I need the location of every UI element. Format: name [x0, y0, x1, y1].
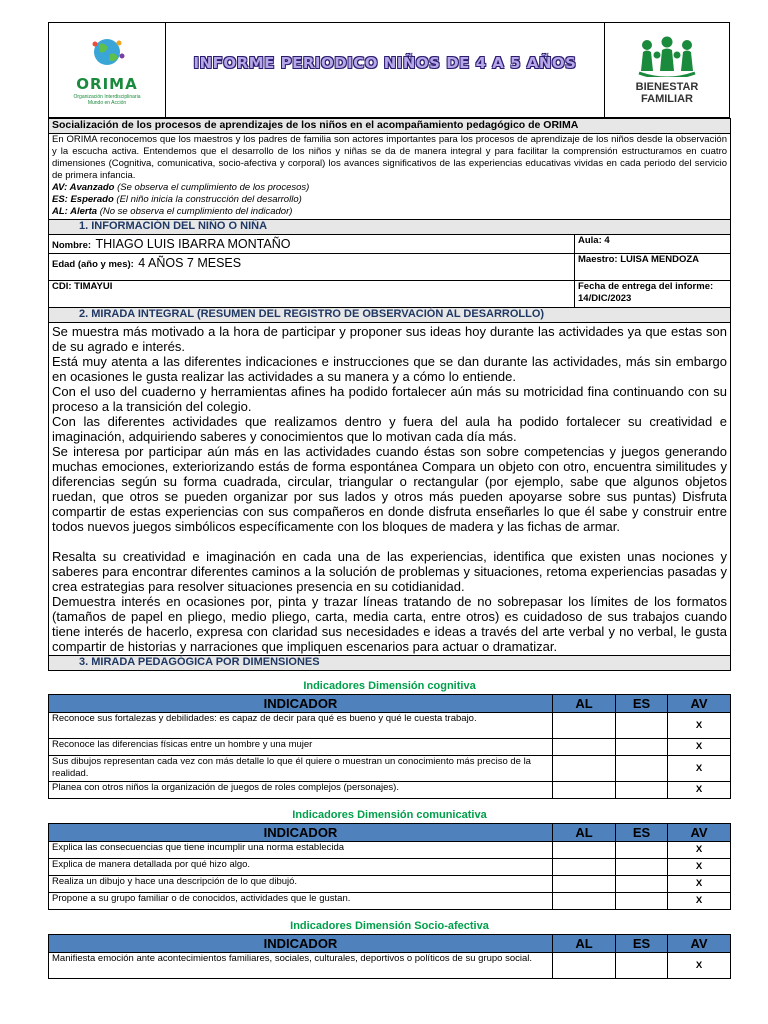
mark-es [616, 893, 668, 910]
mark-av: X [668, 859, 731, 876]
col-es: ES [616, 695, 668, 713]
report-header [48, 22, 730, 118]
dimension-title-cognitiva: Indicadores Dimensión cognitiva [303, 680, 476, 692]
col-al: AL [553, 824, 616, 842]
orima-logo-tagline: Organización Interdisciplinaria Mundo en Acción [73, 94, 141, 106]
indicator-row [49, 893, 731, 910]
narrative-paragraph: Con el uso del cuaderno y herramientas afines ha podido fortalecer aún más su motricidad fina continuando con su proceso a la transición del colegio. [52, 384, 728, 414]
bienestar-familiar-logo [605, 23, 730, 118]
mark-al [553, 953, 616, 979]
dimension-title-comunicativa: Indicadores Dimensión comunicativa [292, 809, 487, 821]
child-name-label: Nombre: [52, 240, 92, 251]
orima-logo-name: ORIMA [76, 75, 138, 93]
legend-al-code: AL: Alerta [52, 206, 98, 217]
child-age-label: Edad (año y mes): [52, 259, 134, 270]
intro-heading-cell [49, 119, 731, 134]
col-al: AL [553, 935, 616, 953]
mark-av: X [668, 756, 731, 782]
col-al: AL [553, 695, 616, 713]
dimension-title-socioafectiva: Indicadores Dimensión Socio-afectiva [290, 920, 489, 932]
mark-es [616, 756, 668, 782]
indicator-header-row [49, 824, 731, 842]
mark-al [553, 756, 616, 782]
mark-es [616, 739, 668, 756]
col-av: AV [668, 824, 731, 842]
indicator-text: Explica las consecuencias que tiene incumplir una norma establecida [49, 842, 553, 859]
indicator-text: Propone a su grupo familiar o de conocidos, actividades que le gustan. [49, 893, 553, 910]
child-age-cell [49, 254, 575, 281]
mark-es [616, 876, 668, 893]
legend-av-code: AV: Avanzado [52, 182, 115, 193]
mark-al [553, 893, 616, 910]
delivery-date: Fecha de entrega del informe: 14/DIC/2023 [575, 281, 731, 308]
narrative-paragraph: Demuestra interés en ocasiones por, pinta y trazar líneas tratando de no sobrepasar los límites de los formatos (tamaños de papel en pliego, medio pliego, carta, media carta, entre otros) es cuidadoso de sus trabajos cuando tiene interés de hacerlo, expresa con claridad sus necesidades e ideas a través del arte verbal y no verbal, le gusta compartir de historias y narraciones que impliquen escenarios para actuar o dramatizar. [52, 594, 728, 654]
mark-al [553, 739, 616, 756]
indicator-row [49, 713, 731, 739]
mark-es [616, 782, 668, 799]
teacher: Maestro: LUISA MENDOZA [575, 254, 731, 281]
report-body-table [48, 118, 731, 671]
legend-es-desc: (El niño inicia la construcción del desarrollo) [116, 194, 302, 205]
section2-title: 2. MIRADA INTEGRAL (RESUMEN DEL REGISTRO DE OBSERVACIÓN AL DESARROLLO) [49, 308, 731, 323]
legend-al [52, 206, 727, 218]
bienestar-logo-line1: BIENESTAR [635, 81, 699, 93]
family-icon [627, 35, 707, 77]
col-indicador: INDICADOR [49, 824, 553, 842]
indicator-text: Explica de manera detallada por qué hizo algo. [49, 859, 553, 876]
narrative-paragraph: Se interesa por participar aún más en las actividades cuando éstas son sobre competencias y juegos generando muchas emociones, exteriorizando estás de forma espontánea Compara un objeto con otro, encuentra similitudes y diferencias según su forma cuadrada, circular, triangular o rectangular (por ejemplo, sabe que algunos objetos ruedan, que otros se pueden organizar por sus lados y otros más pueden apoyarse sobre sus puntas) Disfruta compartir de estas experiencias con sus compañeros en donde disfruta enseñarles lo que él sabe y construir entre todos nuevos juegos simbólicos específicamente con los bloques de madera y las fichas de armar. [52, 444, 728, 534]
narrative-paragraph: Resalta su creatividad e imaginación en cada una de las experiencias, identifica que existen unas nociones y saberes para encontrar diferentes caminos a la solución de problemas y situaciones, retoma experiencias pasadas y crea estrategias para resolver situaciones presencia en su cotidianidad. [52, 549, 728, 594]
indicator-row [49, 782, 731, 799]
indicator-row [49, 953, 731, 979]
section1-title: 1. INFORMACIÓN DEL NIÑO O NIÑA [49, 220, 731, 235]
col-av: AV [668, 695, 731, 713]
section3-title: 3. MIRADA PEDAGÓGICA POR DIMENSIONES [49, 656, 731, 671]
mark-av: X [668, 893, 731, 910]
child-age-value: 4 AÑOS 7 MESES [138, 256, 242, 270]
indicator-row [49, 859, 731, 876]
child-name-cell [49, 235, 575, 254]
section2-narrative [49, 323, 731, 656]
mark-av: X [668, 782, 731, 799]
col-es: ES [616, 824, 668, 842]
intro-paragraph: En ORIMA reconocemos que los maestros y los padres de familia son actores importantes para los procesos de aprendizaje de los niños desde la observación y la escucha activa. Entendemos que el desarrollo de los niños y niñas se da de manera integral y para facilitar la comprensión estructuramos en cuatro dimensiones (Cognitiva, comunicativa, socio-afectiva y corporal) los avances significativos de las experiencias educativas vividas en cada periodo del servicio de primera infancia. [52, 134, 728, 181]
legend-es [52, 194, 727, 206]
narrative-paragraph: Con las diferentes actividades que realizamos dentro y fuera del aula ha podido fortalecer su creatividad e imaginación, adquiriendo saberes y conocimientos que lo motivan cada día más. [52, 414, 728, 444]
col-es: ES [616, 935, 668, 953]
bienestar-logo-line2: FAMILIAR [641, 93, 693, 105]
mark-al [553, 859, 616, 876]
report-title: INFORME PERIODICO NIÑOS DE 4 A 5 AÑOS [166, 23, 605, 118]
indicator-text: Reconoce sus fortalezas y debilidades: es capaz de decir para qué es bueno y qué le cuesta trabajo. [49, 713, 553, 739]
narrative-paragraph: Está muy atenta a las diferentes indicaciones e instrucciones que se dan durante las actividades, más sin embargo en ocasiones le gusta realizar las actividades a su manera y a cómo lo entiende. [52, 354, 728, 384]
mark-av: X [668, 876, 731, 893]
mark-av: X [668, 739, 731, 756]
indicator-text: Realiza un dibujo y hace una descripción de lo que dibujó. [49, 876, 553, 893]
indicator-text: Sus dibujos representan cada vez con más detalle lo que él quiere o muestran un conocimiento más preciso de la realidad. [49, 756, 553, 782]
narrative-paragraph: Se muestra más motivado a la hora de participar y proponer sus ideas hoy durante las actividades ya que estas son de su agrado e interés. [52, 324, 728, 354]
col-indicador: INDICADOR [49, 935, 553, 953]
indicator-row [49, 739, 731, 756]
legend-al-desc: (No se observa el cumplimiento del indicador) [99, 206, 293, 217]
classroom: Aula: 4 [575, 235, 731, 254]
intro-heading: Socialización de los procesos de aprendizajes de los niños en el acompañamiento pedagógico de ORIMA [52, 119, 579, 131]
child-name-value: THIAGO LUIS IBARRA MONTAÑO [95, 237, 291, 251]
indicator-row [49, 876, 731, 893]
mark-av: X [668, 713, 731, 739]
cdi: CDI: TIMAYUI [49, 281, 575, 308]
intro-cell [49, 134, 731, 220]
legend-av-desc: (Se observa el cumplimiento de los procesos) [117, 182, 310, 193]
indicators-table [48, 671, 731, 979]
mark-av: X [668, 842, 731, 859]
orima-logo [49, 23, 166, 118]
mark-es [616, 953, 668, 979]
mark-al [553, 713, 616, 739]
mark-al [553, 842, 616, 859]
indicator-header-row [49, 935, 731, 953]
indicator-row [49, 756, 731, 782]
indicator-text: Manifiesta emoción ante acontecimientos familiares, sociales, culturales, deportivos o políticos de su grupo social. [49, 953, 553, 979]
mark-es [616, 859, 668, 876]
legend-av [52, 182, 727, 194]
mark-av: X [668, 953, 731, 979]
indicator-text: Planea con otros niños la organización de juegos de roles complejos (personajes). [49, 782, 553, 799]
report-page [48, 22, 730, 979]
mark-al [553, 782, 616, 799]
col-indicador: INDICADOR [49, 695, 553, 713]
legend-es-code: ES: Esperado [52, 194, 114, 205]
indicator-text: Reconoce las diferencias físicas entre un hombre y una mujer [49, 739, 553, 756]
indicator-header-row [49, 695, 731, 713]
mark-es [616, 713, 668, 739]
mark-es [616, 842, 668, 859]
indicator-row [49, 842, 731, 859]
col-av: AV [668, 935, 731, 953]
mark-al [553, 876, 616, 893]
